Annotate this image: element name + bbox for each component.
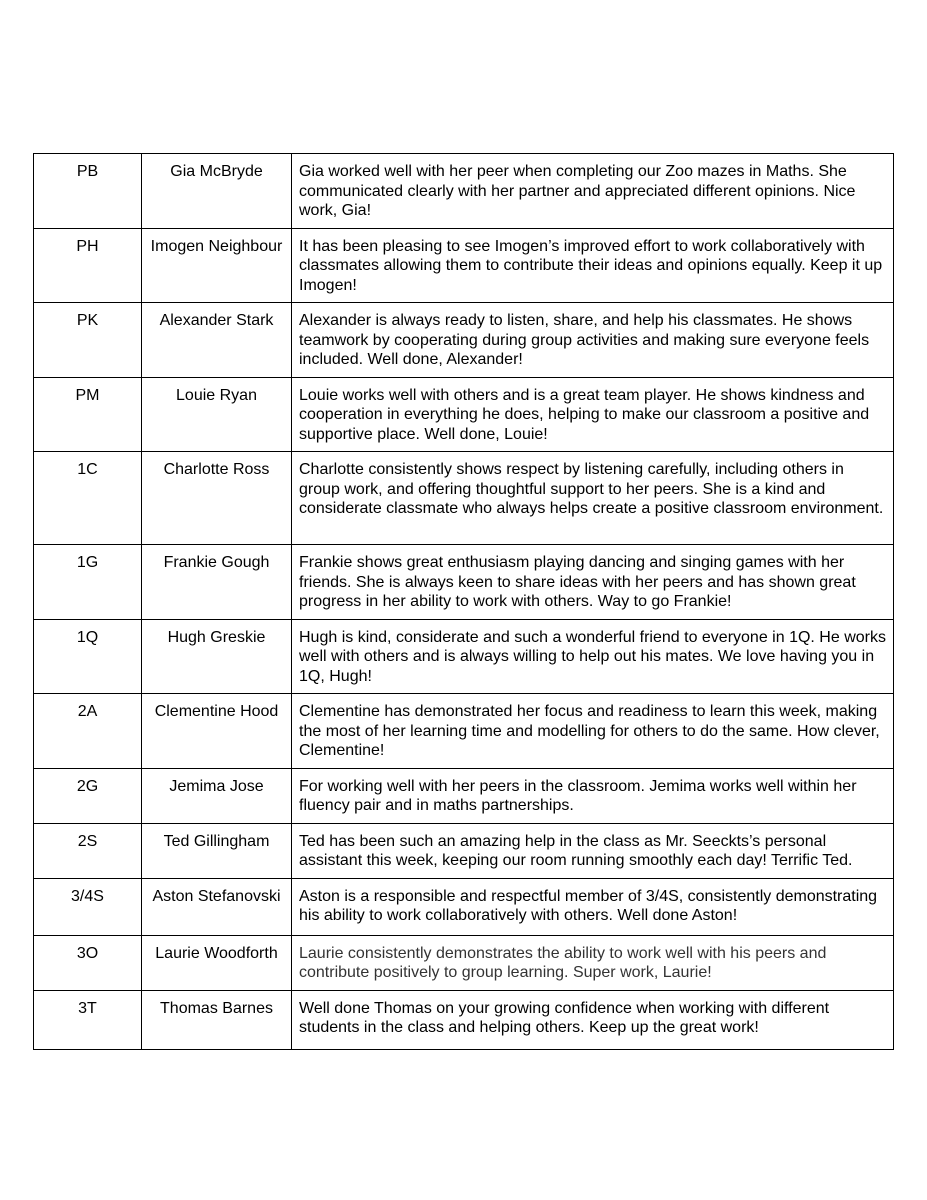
award-comment: Aston is a responsible and respectful member of 3/4S, consistently demonstrating his ability to work collaboratively with others. Well done Aston! [292, 878, 894, 935]
table-row [34, 694, 894, 769]
class-code: 3O [34, 935, 142, 990]
class-code: 2A [34, 694, 142, 769]
table-row [34, 878, 894, 935]
table-row [34, 303, 894, 378]
student-name: Charlotte Ross [142, 452, 292, 545]
award-comment: Frankie shows great enthusiasm playing dancing and singing games with her friends. She is always keen to share ideas with her peers and has shown great progress in her ability to work with others. Way to go Frankie! [292, 545, 894, 620]
class-code: 3/4S [34, 878, 142, 935]
student-name: Frankie Gough [142, 545, 292, 620]
table-row [34, 452, 894, 545]
student-name: Laurie Woodforth [142, 935, 292, 990]
table-row [34, 935, 894, 990]
class-code: 1C [34, 452, 142, 545]
table-row [34, 154, 894, 229]
award-comment: Ted has been such an amazing help in the class as Mr. Seeckts’s personal assistant this week, keeping our room running smoothly each day! Terrific Ted. [292, 823, 894, 878]
student-name: Clementine Hood [142, 694, 292, 769]
student-name: Louie Ryan [142, 377, 292, 452]
table-row [34, 768, 894, 823]
table-row [34, 619, 894, 694]
student-name: Gia McBryde [142, 154, 292, 229]
award-comment: Clementine has demonstrated her focus and readiness to learn this week, making the most of her learning time and modelling for others to do the same. How clever, Clementine! [292, 694, 894, 769]
table-row [34, 545, 894, 620]
class-code: 1Q [34, 619, 142, 694]
award-comment: It has been pleasing to see Imogen’s improved effort to work collaboratively with classmates allowing them to contribute their ideas and opinions equally. Keep it up Imogen! [292, 228, 894, 303]
class-code: 2S [34, 823, 142, 878]
class-code: 2G [34, 768, 142, 823]
class-code: PK [34, 303, 142, 378]
award-comment: Alexander is always ready to listen, share, and help his classmates. He shows teamwork by cooperating during group activities and making sure everyone feels included. Well done, Alexander! [292, 303, 894, 378]
table-row [34, 377, 894, 452]
student-name: Hugh Greskie [142, 619, 292, 694]
class-code: PB [34, 154, 142, 229]
class-code: 3T [34, 990, 142, 1049]
award-comment: Louie works well with others and is a great team player. He shows kindness and cooperation in everything he does, helping to make our classroom a positive and supportive place. Well done, Louie! [292, 377, 894, 452]
student-name: Thomas Barnes [142, 990, 292, 1049]
student-name: Alexander Stark [142, 303, 292, 378]
student-name: Aston Stefanovski [142, 878, 292, 935]
class-code: 1G [34, 545, 142, 620]
class-code: PH [34, 228, 142, 303]
student-name: Imogen Neighbour [142, 228, 292, 303]
award-comment: Well done Thomas on your growing confidence when working with different students in the class and helping others. Keep up the great work! [292, 990, 894, 1049]
table-row [34, 823, 894, 878]
award-comment: Laurie consistently demonstrates the ability to work well with his peers and contribute positively to group learning. Super work, Laurie! [292, 935, 894, 990]
award-comment: For working well with her peers in the classroom. Jemima works well within her fluency pair and in maths partnerships. [292, 768, 894, 823]
table-row [34, 990, 894, 1049]
student-name: Jemima Jose [142, 768, 292, 823]
award-comment: Gia worked well with her peer when completing our Zoo mazes in Maths. She communicated clearly with her partner and appreciated different opinions. Nice work, Gia! [292, 154, 894, 229]
student-name: Ted Gillingham [142, 823, 292, 878]
award-comment: Charlotte consistently shows respect by listening carefully, including others in group work, and offering thoughtful support to her peers. She is a kind and considerate classmate who always helps create a positive classroom environment. [292, 452, 894, 545]
class-code: PM [34, 377, 142, 452]
award-comment: Hugh is kind, considerate and such a wonderful friend to everyone in 1Q. He works well with others and is always willing to help out his mates. We love having you in 1Q, Hugh! [292, 619, 894, 694]
table-row [34, 228, 894, 303]
student-awards-table [33, 153, 894, 1050]
